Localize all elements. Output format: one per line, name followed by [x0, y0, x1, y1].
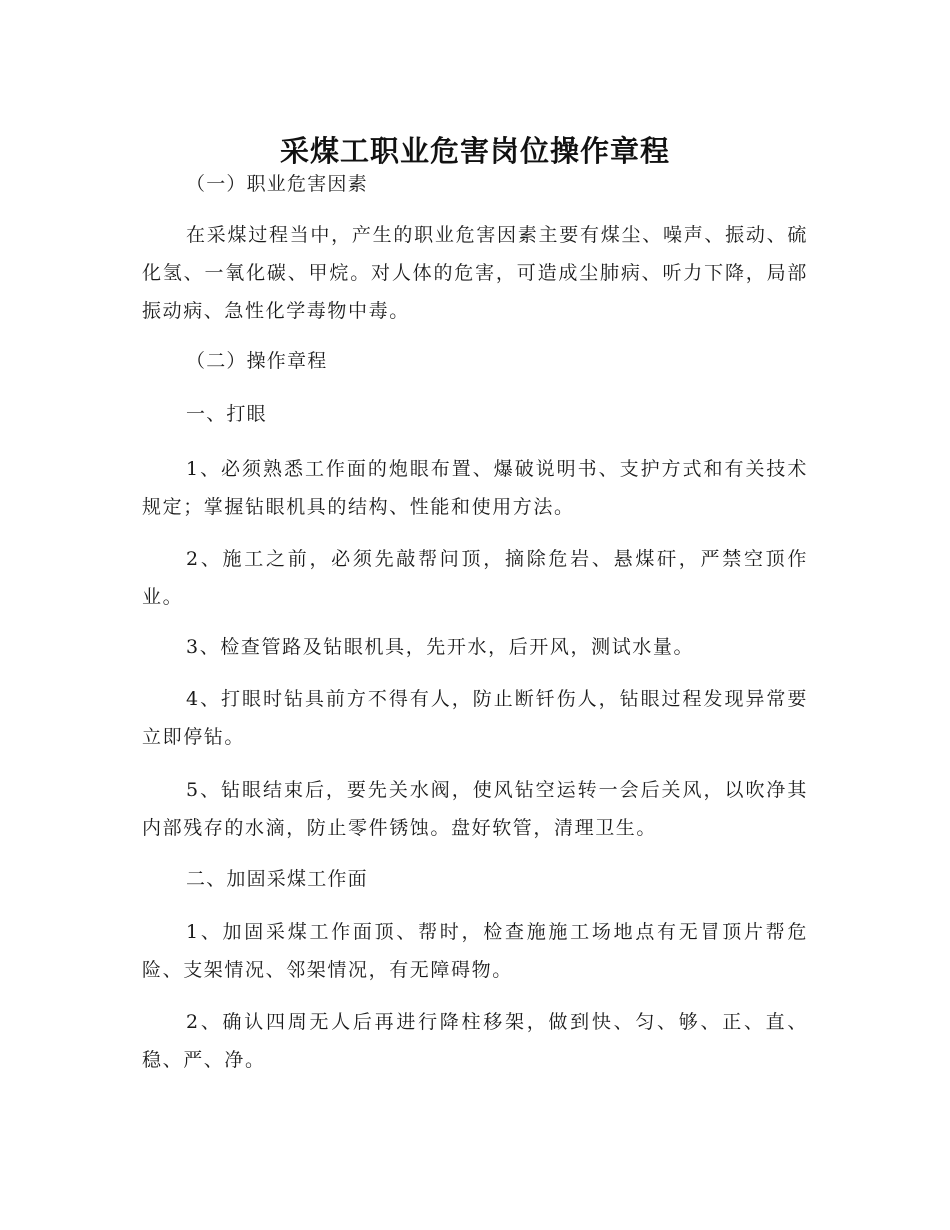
drilling-item-4: 4、打眼时钻具前方不得有人，防止断钎伤人，钻眼过程发现异常要立即停钻。	[142, 688, 808, 748]
part-heading-drilling: 一、打眼	[186, 403, 267, 425]
hazards-paragraph: 在采煤过程当中，产生的职业危害因素主要有煤尘、噪声、振动、硫化氢、一氧化碳、甲烷。对人体的危害，可造成尘肺病、听力下降，局部振动病、急性化学毒物中毒。	[142, 224, 808, 322]
reinforce-item-2: 2、确认四周无人后再进行降柱移架，做到快、匀、够、正、直、稳、严、净。	[142, 1011, 808, 1071]
drilling-item-1: 1、必须熟悉工作面的炮眼布置、爆破说明书、支护方式和有关技术规定；掌握钻眼机具的结构、性能和使用方法。	[142, 458, 808, 518]
drilling-item-5: 5、钻眼结束后，要先关水阀，使风钻空运转一会后关风，以吹净其内部残存的水滴，防止零件锈蚀。盘好软管，清理卫生。	[142, 779, 808, 839]
section-heading-procedures: （二）操作章程	[186, 350, 328, 372]
part-heading-reinforce: 二、加固采煤工作面	[186, 868, 368, 890]
reinforce-item-1: 1、加固采煤工作面顶、帮时，检查施施工场地点有无冒顶片帮危险、支架情况、邻架情况，有无障碍物。	[142, 921, 808, 981]
document-title: 采煤工职业危害岗位操作章程	[279, 134, 670, 169]
drilling-item-2: 2、施工之前，必须先敲帮问顶，摘除危岩、悬煤矸，严禁空顶作业。	[142, 548, 808, 608]
drilling-item-3: 3、检查管路及钻眼机具，先开水，后开风，测试水量。	[186, 636, 695, 658]
section-heading-hazards: （一）职业危害因素	[186, 173, 368, 195]
